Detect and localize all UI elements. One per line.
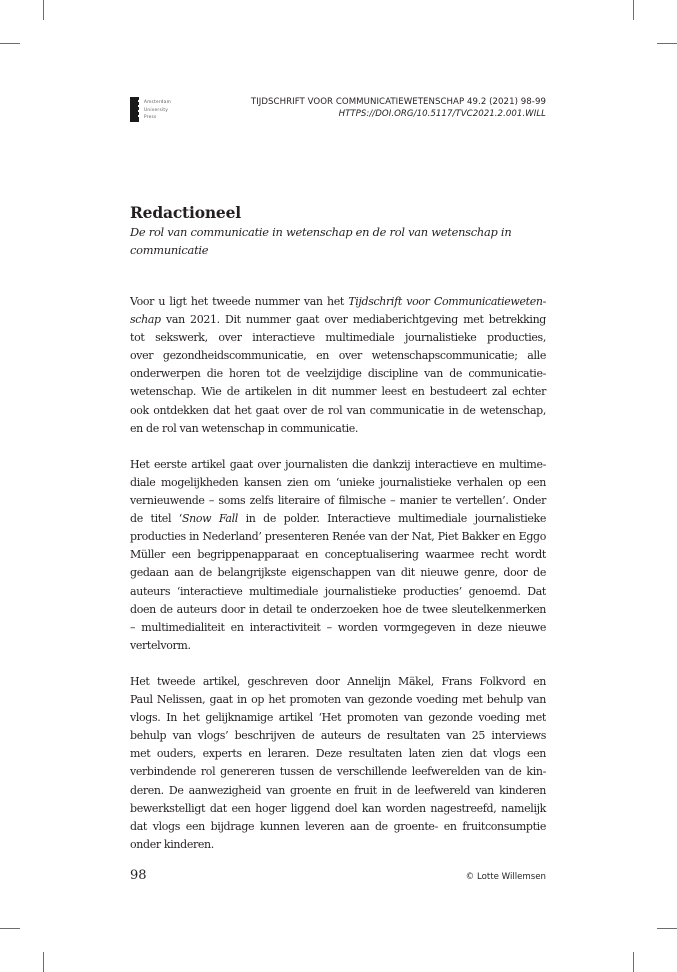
doi-link[interactable]: HTTPS://DOI.ORG/10.5117/TVC2021.2.001.WILL [338,109,546,119]
copyright-notice: © Lotte Willemsen [465,872,546,882]
text-line [130,601,546,619]
text-line [130,546,546,564]
text-run: auteurs ‘interactieve multimediale journalistieke producties’ genoemd. Dat [130,584,546,598]
crop-mark-bottom-right-vertical [633,952,634,972]
journal-citation [251,96,546,120]
text-run: Het eerste artikel gaat over journalisten die dankzij interactieve en multime- [130,457,546,471]
text-run: wetenschap. Wie de artikelen in dit nummer leest en bestudeert zal echter [130,385,546,399]
text-run: vertelvorm. [130,638,191,652]
text-run: van 2021. Dit nummer gaat over mediaberichtgeving met betrekking [160,313,546,327]
crop-mark-top-left-horizontal [0,43,20,44]
article-heading [130,203,550,259]
text-run: en de rol van wetenschap in communicatie. [130,421,359,435]
text-run: dat vlogs een bijdrage kunnen leveren aan de groente- en fruitconsumptie [130,819,546,833]
publisher-logo-text: Amsterdam University Press [144,99,171,119]
text-run: verbindende rol genereren tussen de verschillende leefwerelden van de kin- [130,765,546,779]
italic-text: Snow Fall [181,512,238,526]
text-line [130,691,546,709]
text-run: diale mogelijkheden kansen zien om ‘unieke journalistieke verhalen op een [130,475,546,489]
text-line [130,637,546,655]
crop-mark-top-left-vertical [43,0,44,20]
text-run: doen de auteurs door in detail te onderzoeken hoe de twee sleutelkenmerken [130,602,546,616]
page-footer [130,868,546,888]
text-line [130,510,546,528]
text-line [130,619,546,637]
text-run: gedaan aan de belangrijkste eigenschappen van dit nieuwe genre, door de [130,566,546,580]
text-run: vernieuwende – soms zelfs literaire of filmische – manier te vertellen’. Onder [130,494,546,508]
publisher-logo-icon [130,97,139,122]
paragraph [130,456,546,655]
text-run: met ouders, experts en leraren. Deze resultaten laten zien dat vlogs een [130,747,546,761]
crop-mark-bottom-left-horizontal [0,928,20,929]
text-run: de titel ‘ [130,512,182,526]
text-line [130,365,546,383]
page-header [130,96,546,126]
text-run: onder kinderen. [130,837,214,851]
page-number: 98 [130,868,147,883]
text-line [130,420,546,438]
text-line [130,745,546,763]
text-line [130,818,546,836]
crop-mark-bottom-right-horizontal [657,928,677,929]
text-line [130,564,546,582]
text-run: in de polder. Interactieve multimediale journalistieke [237,512,546,526]
text-line [130,474,546,492]
publisher-logo [130,97,190,123]
text-line [130,782,546,800]
text-run: Müller een begrippenapparaat en conceptualisering waarmee recht wordt [130,548,546,562]
text-line [130,528,546,546]
text-line [130,709,546,727]
text-line [130,347,546,365]
text-line [130,727,546,745]
text-run: vlogs. In het gelijknamige artikel ‘Het promoten van gezonde voeding met [130,711,546,725]
article-title: Redactioneel [130,203,241,222]
text-run: ook ontdekken dat het gaat over de rol van communicatie in de wetenschap, [130,403,546,417]
text-line [130,402,546,420]
journal-line: TIJDSCHRIFT VOOR COMMUNICATIEWETENSCHAP 49.2 (2021) 98-99 [250,97,546,107]
text-line [130,329,546,347]
text-run: over gezondheidscommunicatie, en over wetenschapscommunicatie; alle [130,349,546,363]
text-run: bewerkstelligt dat een hoger liggend doel kan worden nagestreefd, namelijk [130,801,546,815]
text-run: Paul Nelissen, gaat in op het promoten van gezonde voeding met behulp van [130,693,546,707]
text-run: behulp van vlogs’ beschrijven de auteurs de resultaten van 25 interviews [130,729,546,743]
text-line [130,456,546,474]
crop-mark-top-right-vertical [633,0,634,20]
text-line [130,763,546,781]
text-run: deren. De aanwezigheid van groente en fruit in de leefwereld van kinderen [130,783,546,797]
text-run: producties in Nederland’ presenteren Renée van der Nat, Piet Bakker en Eggo [130,530,546,544]
paragraph [130,673,546,854]
text-line [130,311,546,329]
text-run: onderwerpen die horen tot de veelzijdige discipline van de communicatie- [130,367,546,381]
text-run: Voor u ligt het tweede nummer van het [130,295,349,308]
text-run: – multimedialiteit en interactiviteit – worden vormgegeven in deze nieuwe [130,620,546,634]
italic-text: Tijdschrift voor Communicatieweten- [348,295,546,308]
crop-mark-bottom-left-vertical [43,952,44,972]
text-line [130,673,546,691]
text-line [130,800,546,818]
crop-mark-top-right-horizontal [657,43,677,44]
article-subtitle: De rol van communicatie in wetenschap en de rol van wetenschap in communicatie [130,225,512,257]
article-body [130,293,546,872]
text-line [130,836,546,854]
italic-text: schap [130,313,161,327]
text-line [130,583,546,601]
text-line [130,383,546,401]
text-line [130,293,546,311]
text-run: Het tweede artikel, geschreven door Annelijn Mäkel, Frans Folkvord en [130,674,546,688]
text-run: tot sekswerk, over interactieve multimediale journalistieke producties, [130,331,546,345]
text-line [130,492,546,510]
paragraph [130,293,546,438]
